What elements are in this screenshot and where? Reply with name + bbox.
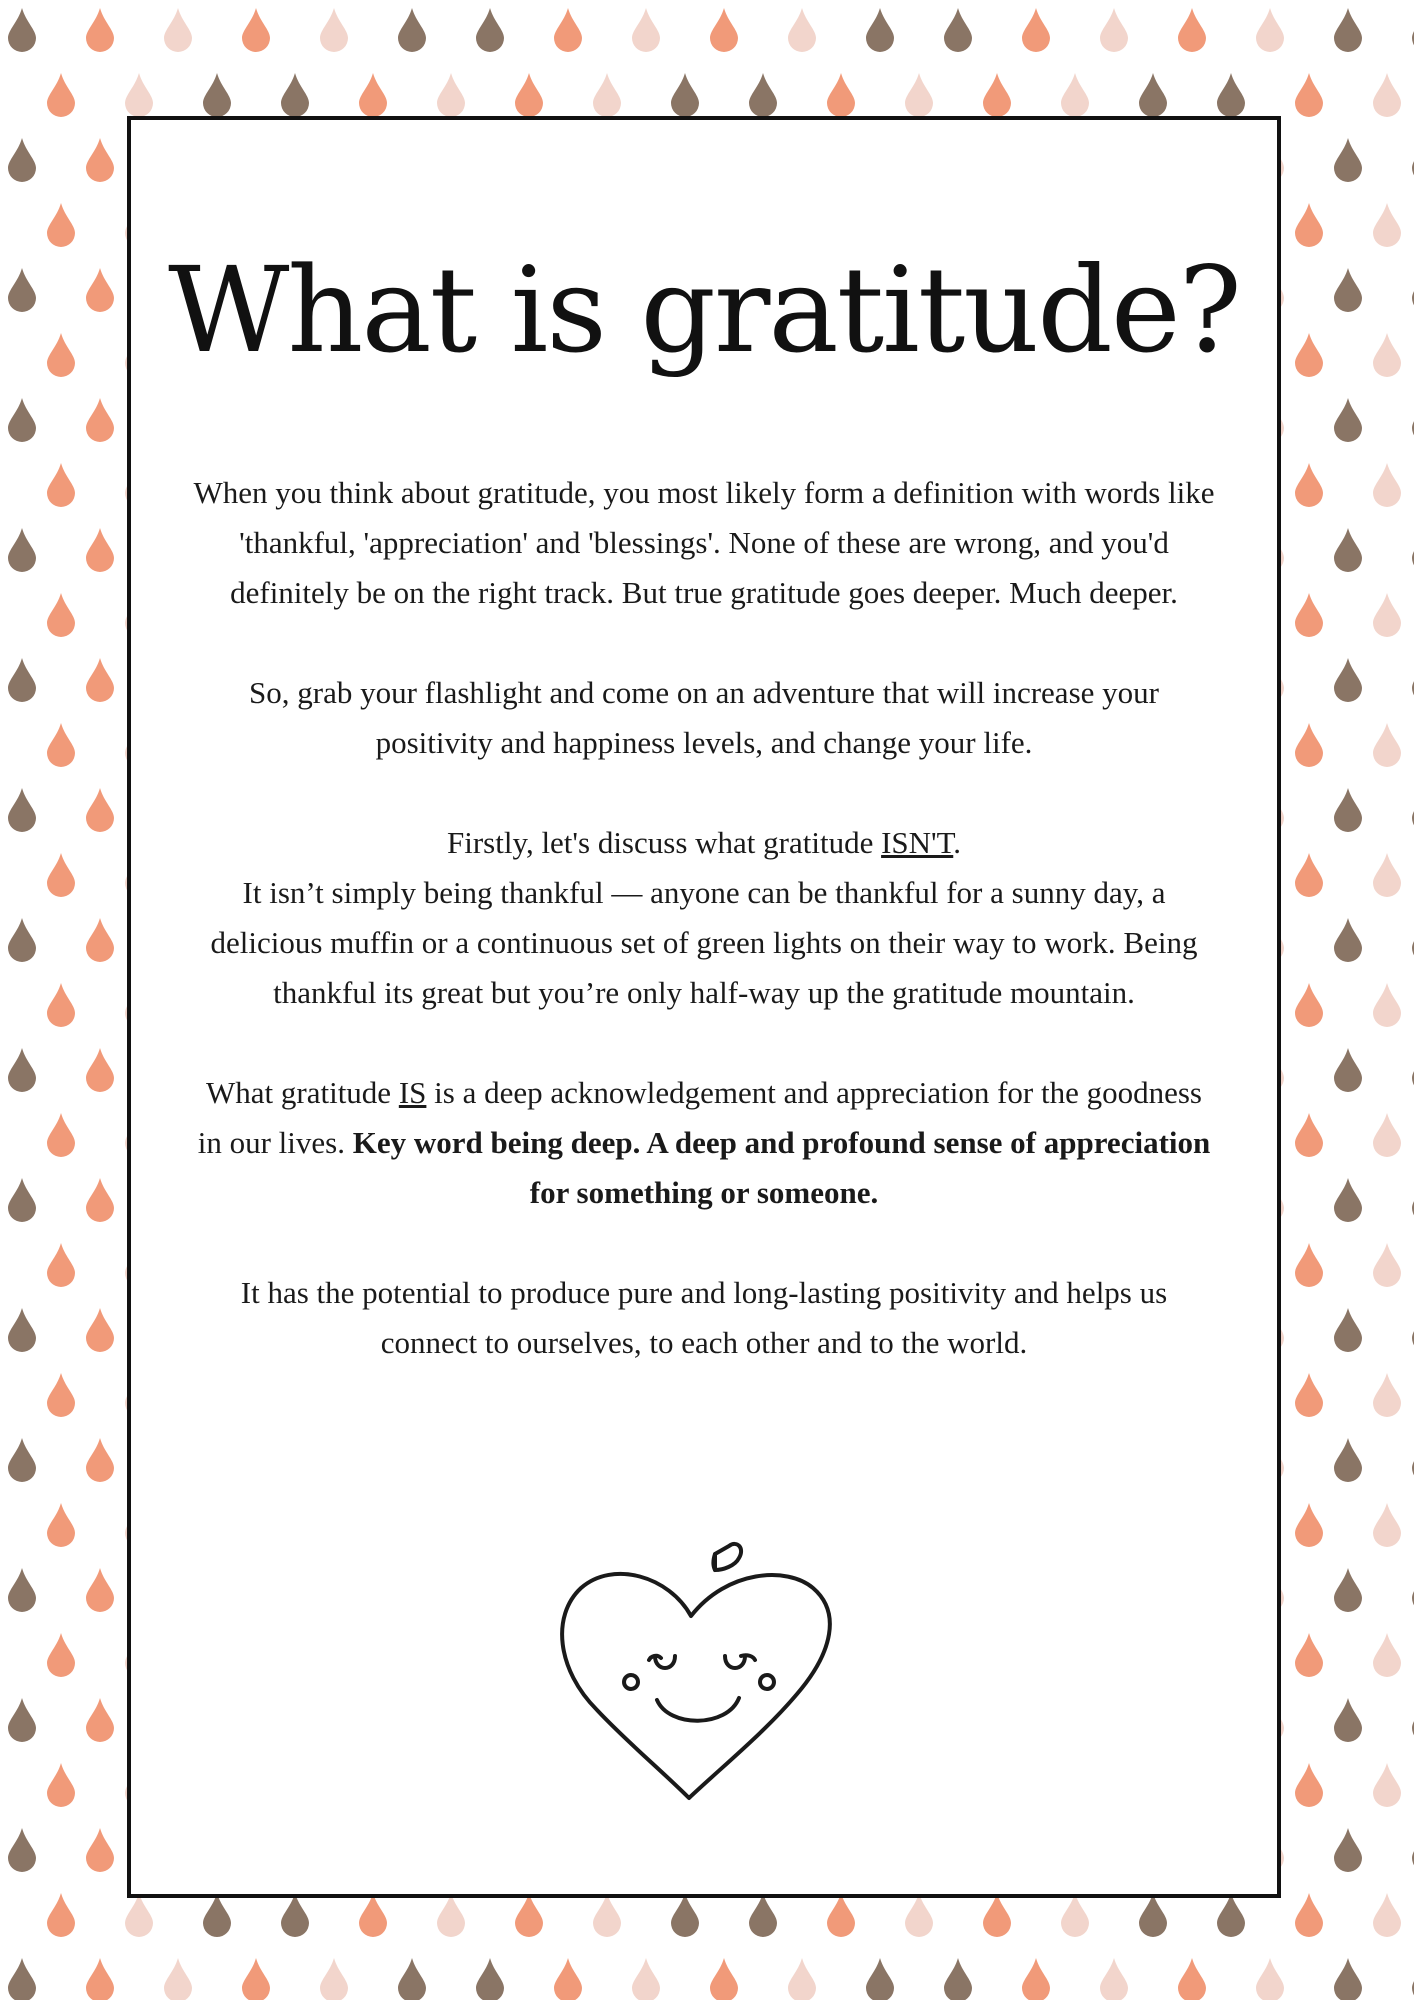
raindrop-icon [125,1893,153,1937]
raindrop-icon [1100,1958,1128,2000]
raindrop-icon [788,1958,816,2000]
raindrop-icon [1334,138,1362,182]
raindrop-icon [1373,1113,1401,1157]
raindrop-icon [1295,983,1323,1027]
raindrop-icon [320,8,348,52]
raindrop-icon [86,788,114,832]
page-title: What is gratitude? [168,241,1240,379]
raindrop-icon [1373,1373,1401,1417]
paragraph-adventure: So, grab your flashlight and come on an adventure that will increase your positivity and happiness levels, and change your life. [249,675,1159,760]
raindrop-icon [1373,463,1401,507]
raindrop-icon [47,1113,75,1157]
raindrop-icon [8,1308,36,1352]
raindrop-icon [1373,1503,1401,1547]
raindrop-icon [1334,1698,1362,1742]
raindrop-icon [8,1048,36,1092]
raindrop-icon [47,1243,75,1287]
raindrop-icon [1334,1958,1362,2000]
paragraph-thankful: It isn’t simply being thankful — anyone can be thankful for a sunny day, a delicious muffin or a continuous set of green lights on their way to work. Being thankful its great but you’re only half-way up the gratitude mountain. [210,875,1198,1010]
raindrop-icon [1373,723,1401,767]
raindrop-icon [47,593,75,637]
raindrop-icon [1334,1568,1362,1612]
isnt-end: . [953,825,961,860]
raindrop-icon [788,8,816,52]
isnt-underlined: ISN'T [881,825,954,860]
raindrop-icon [827,1893,855,1937]
raindrop-icon [866,8,894,52]
raindrop-icon [749,1893,777,1937]
raindrop-icon [1334,1178,1362,1222]
raindrop-icon [1373,203,1401,247]
raindrop-icon [86,1568,114,1612]
raindrop-icon [8,1828,36,1872]
raindrop-icon [1295,333,1323,377]
raindrop-icon [827,73,855,117]
raindrop-icon [905,1893,933,1937]
raindrop-icon [1334,268,1362,312]
raindrop-icon [8,1698,36,1742]
raindrop-icon [164,8,192,52]
raindrop-icon [671,73,699,117]
raindrop-icon [1373,853,1401,897]
raindrop-icon [1373,1893,1401,1937]
raindrop-icon [8,1438,36,1482]
raindrop-icon [1295,593,1323,637]
raindrop-icon [983,73,1011,117]
paragraph-isnt-intro [193,818,1215,868]
raindrop-icon [1334,8,1362,52]
raindrop-icon [125,73,153,117]
raindrop-icon [1295,73,1323,117]
raindrop-icon [1373,1633,1401,1677]
raindrop-icon [1334,788,1362,832]
raindrop-icon [1217,73,1245,117]
raindrop-icon [8,918,36,962]
raindrop-icon [8,788,36,832]
raindrop-icon [866,1958,894,2000]
raindrop-icon [8,398,36,442]
raindrop-icon [8,658,36,702]
raindrop-icon [320,1958,348,2000]
raindrop-icon [86,528,114,572]
raindrop-icon [905,73,933,117]
raindrop-icon [359,1893,387,1937]
raindrop-icon [1100,8,1128,52]
raindrop-icon [554,8,582,52]
raindrop-icon [1334,528,1362,572]
raindrop-icon [86,1048,114,1092]
raindrop-icon [86,1178,114,1222]
raindrop-icon [1295,723,1323,767]
raindrop-icon [8,1178,36,1222]
raindrop-icon [1022,8,1050,52]
raindrop-icon [47,73,75,117]
raindrop-icon [1295,1373,1323,1417]
raindrop-icon [1295,1243,1323,1287]
raindrop-icon [983,1893,1011,1937]
is-underlined: IS [398,1075,427,1110]
raindrop-icon [47,463,75,507]
raindrop-icon [164,1958,192,2000]
raindrop-icon [593,1893,621,1937]
raindrop-icon [8,8,36,52]
raindrop-icon [86,658,114,702]
raindrop-icon [1295,853,1323,897]
raindrop-icon [242,1958,270,2000]
raindrop-icon [86,1438,114,1482]
raindrop-icon [554,1958,582,2000]
raindrop-icon [242,8,270,52]
raindrop-icon [47,1503,75,1547]
smiling-heart-icon [551,1530,861,1815]
raindrop-icon [1334,1438,1362,1482]
raindrop-icon [437,73,465,117]
raindrop-icon [515,73,543,117]
raindrop-icon [47,1893,75,1937]
raindrop-icon [476,1958,504,2000]
raindrop-icon [47,853,75,897]
raindrop-icon [1295,463,1323,507]
raindrop-icon [86,398,114,442]
raindrop-icon [86,268,114,312]
raindrop-icon [1139,1893,1167,1937]
raindrop-icon [86,1308,114,1352]
raindrop-icon [1295,1763,1323,1807]
raindrop-icon [47,333,75,377]
raindrop-icon [1373,593,1401,637]
raindrop-icon [8,1568,36,1612]
raindrop-icon [86,8,114,52]
paragraph-is [193,1068,1215,1218]
raindrop-icon [47,723,75,767]
raindrop-icon [1334,1828,1362,1872]
raindrop-icon [710,1958,738,2000]
raindrop-icon [1334,1048,1362,1092]
raindrop-icon [749,73,777,117]
raindrop-icon [1061,73,1089,117]
raindrop-icon [8,528,36,572]
paragraph-definition: When you think about gratitude, you most likely form a definition with words like 'thankful, 'appreciation' and 'blessings'. None of these are wrong, and you'd definitely be on the right track. But true gratitude goes deeper. Much deeper. [193,475,1215,610]
raindrop-icon [398,1958,426,2000]
raindrop-icon [1022,1958,1050,2000]
paragraph-potential: It has the potential to produce pure and long-lasting positivity and helps us connect to ourselves, to each other and to the world. [240,1275,1168,1360]
raindrop-icon [632,1958,660,2000]
is-mid-text: is a deep acknowledgement and appreciation for the goodness in our lives. [197,1075,1202,1160]
raindrop-icon [944,1958,972,2000]
raindrop-icon [1334,918,1362,962]
isnt-lead-text: Firstly, let's discuss what gratitude [446,825,882,860]
raindrop-icon [476,8,504,52]
raindrop-icon [1373,1763,1401,1807]
raindrop-icon [1295,1113,1323,1157]
raindrop-icon [398,8,426,52]
article-body [193,468,1215,1418]
content-card [127,116,1281,1898]
raindrop-icon [1061,1893,1089,1937]
raindrop-icon [47,1373,75,1417]
raindrop-icon [1334,658,1362,702]
raindrop-icon [671,1893,699,1937]
raindrop-icon [47,203,75,247]
raindrop-icon [1295,1893,1323,1937]
raindrop-icon [1217,1893,1245,1937]
raindrop-icon [1334,1308,1362,1352]
raindrop-icon [1373,333,1401,377]
raindrop-icon [47,1633,75,1677]
raindrop-icon [437,1893,465,1937]
raindrop-icon [1256,8,1284,52]
raindrop-icon [86,918,114,962]
raindrop-icon [710,8,738,52]
raindrop-icon [8,1958,36,2000]
raindrop-icon [203,1893,231,1937]
raindrop-icon [47,1763,75,1807]
raindrop-icon [47,983,75,1027]
raindrop-icon [1295,1503,1323,1547]
raindrop-icon [1373,73,1401,117]
raindrop-icon [86,1698,114,1742]
raindrop-icon [8,268,36,312]
raindrop-icon [281,73,309,117]
raindrop-icon [1334,398,1362,442]
raindrop-icon [1139,73,1167,117]
raindrop-icon [203,73,231,117]
raindrop-icon [593,73,621,117]
raindrop-icon [86,1828,114,1872]
raindrop-icon [1373,983,1401,1027]
raindrop-icon [944,8,972,52]
is-lead-text: What gratitude [206,1075,399,1110]
raindrop-icon [1373,1243,1401,1287]
raindrop-icon [359,73,387,117]
raindrop-icon [632,8,660,52]
raindrop-icon [1295,203,1323,247]
raindrop-icon [1256,1958,1284,2000]
raindrop-icon [1295,1633,1323,1677]
raindrop-icon [1178,8,1206,52]
raindrop-icon [281,1893,309,1937]
raindrop-icon [86,1958,114,2000]
raindrop-icon [86,138,114,182]
is-bold-text: Key word being deep. A deep and profound sense of appreciation for something or someone. [352,1125,1211,1210]
raindrop-icon [8,138,36,182]
raindrop-icon [1178,1958,1206,2000]
raindrop-icon [515,1893,543,1937]
